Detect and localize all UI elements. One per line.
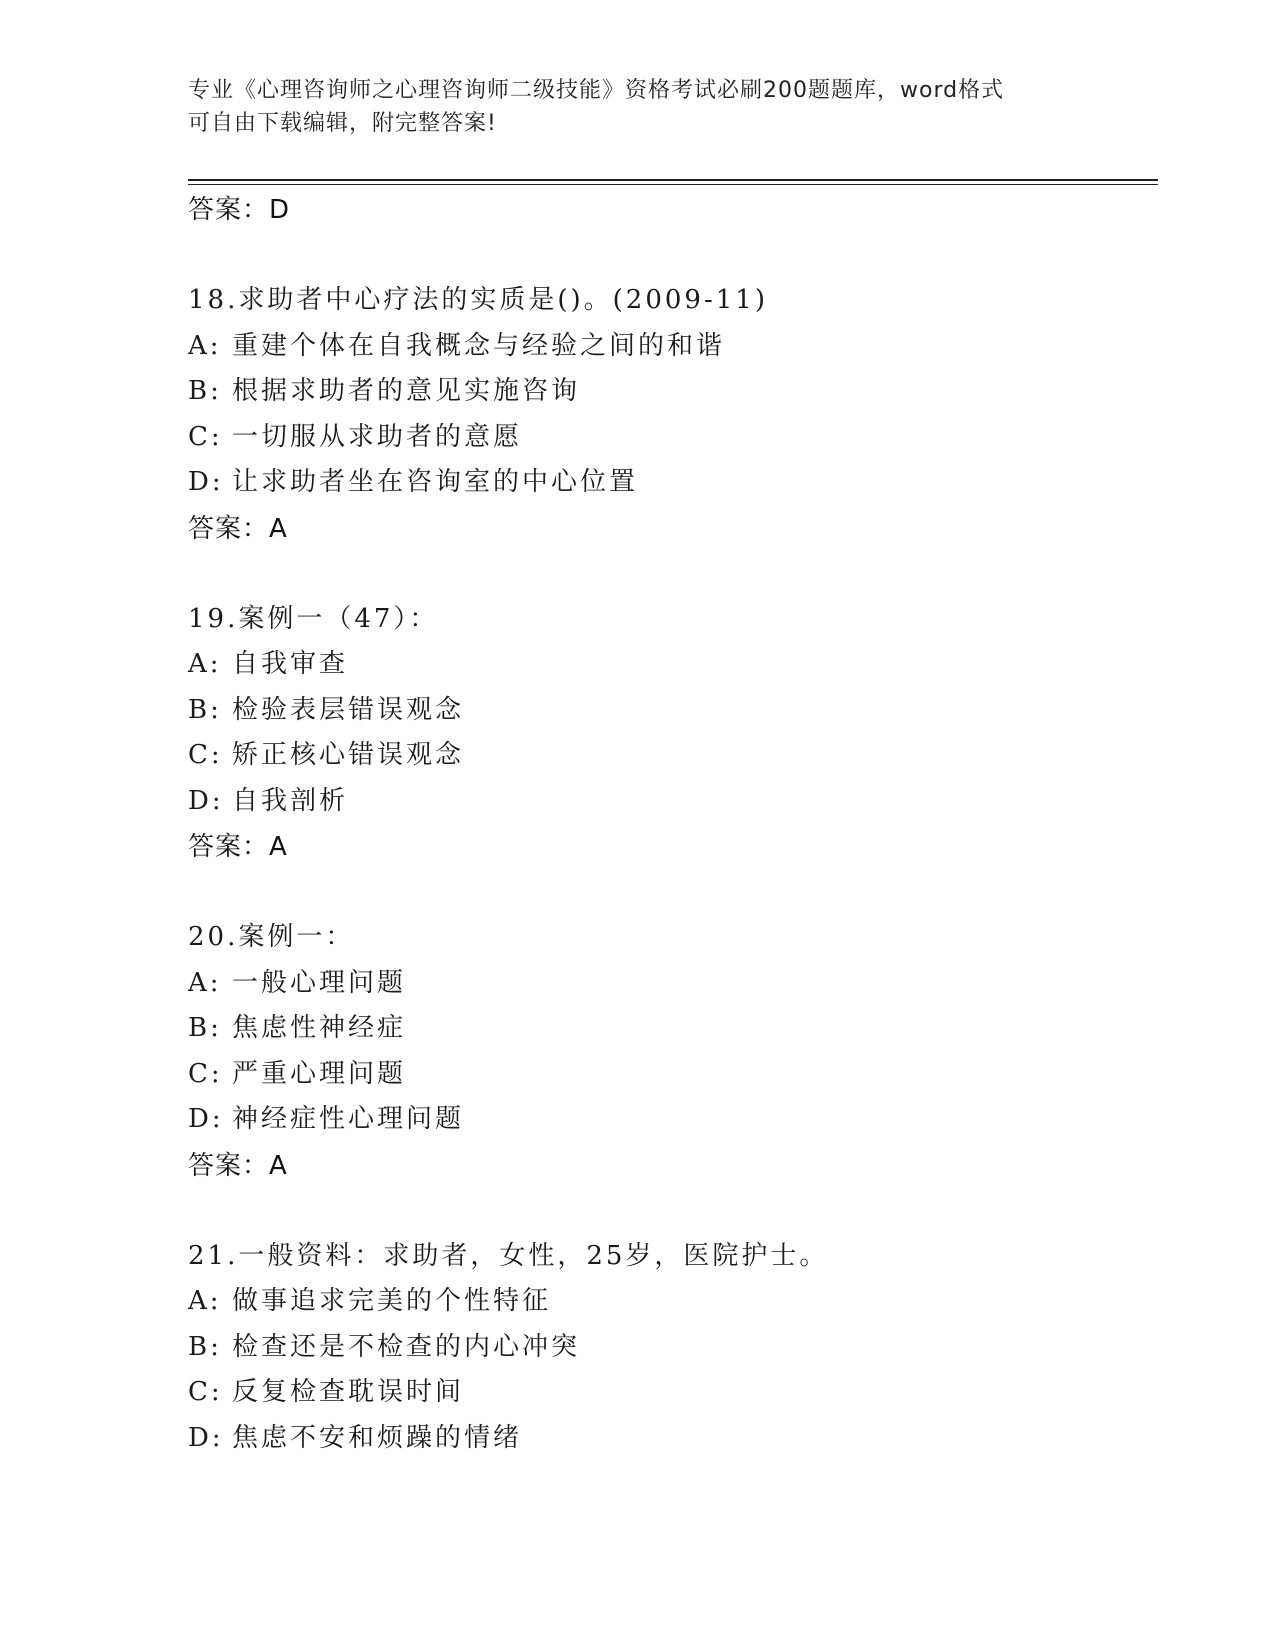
- option-text: 检验表层错误观念: [232, 694, 465, 725]
- option-text: 焦虑性神经症: [232, 1013, 407, 1043]
- option-a: [188, 642, 1148, 688]
- answer-line: 答案：D: [188, 195, 291, 225]
- answer-line: 答案：A: [188, 832, 288, 862]
- option-a: [188, 324, 1148, 370]
- option-key: C:: [188, 1377, 223, 1407]
- question-block: [188, 915, 1148, 1189]
- question-block: [188, 1234, 1148, 1462]
- option-key: A:: [188, 649, 222, 679]
- option-key: A:: [188, 967, 222, 998]
- option-text: 严重心理问题: [232, 1058, 407, 1089]
- option-key: B:: [188, 1331, 222, 1362]
- option-key: C:: [188, 1058, 223, 1089]
- header-title-line-2: 可自由下载编辑，附完整答案!: [188, 111, 497, 136]
- option-text: 做事追求完美的个性特征: [232, 1286, 552, 1316]
- question-block: [188, 278, 1148, 552]
- option-c: [188, 1370, 1148, 1416]
- option-c: [188, 733, 1148, 779]
- option-key: A:: [188, 1286, 222, 1316]
- option-b: [188, 1006, 1148, 1052]
- document-header: [188, 74, 1068, 140]
- question-stem: 20.案例一：: [188, 922, 355, 952]
- option-key: A:: [188, 330, 222, 361]
- option-b: [188, 688, 1148, 734]
- document-body: [188, 187, 1148, 1461]
- option-c: [188, 1052, 1148, 1098]
- header-divider: [188, 179, 1158, 185]
- option-text: 一切服从求助者的意愿: [232, 421, 523, 452]
- option-text: 神经症性心理问题: [232, 1104, 465, 1134]
- option-b: [188, 369, 1148, 415]
- option-text: 让求助者坐在咨询室的中心位置: [232, 467, 639, 497]
- option-b: [188, 1325, 1148, 1371]
- option-key: C:: [188, 740, 223, 770]
- question-stem: 21.一般资料：求助者，女性，25岁，医院护士。: [188, 1240, 829, 1271]
- option-d: [188, 779, 1148, 825]
- option-key: B:: [188, 376, 222, 406]
- option-text: 自我剖析: [232, 785, 349, 816]
- option-d: [188, 1097, 1148, 1143]
- option-key: D:: [188, 467, 224, 497]
- option-key: D:: [188, 1104, 224, 1134]
- answer-line: 答案：A: [188, 1150, 288, 1181]
- question-stem: 19.案例一（47）：: [188, 603, 439, 634]
- option-d: [188, 460, 1148, 506]
- question-stem: 18.求助者中心疗法的实质是()。(2009-11): [188, 285, 768, 315]
- option-key: D:: [188, 785, 224, 816]
- option-text: 根据求助者的意见实施咨询: [232, 376, 581, 406]
- option-key: D:: [188, 1422, 224, 1453]
- option-text: 检查还是不检查的内心冲突: [232, 1331, 581, 1362]
- option-key: B:: [188, 694, 222, 725]
- option-d: [188, 1416, 1148, 1462]
- question-block: [188, 597, 1148, 871]
- option-text: 焦虑不安和烦躁的情绪: [232, 1422, 523, 1453]
- option-text: 自我审查: [232, 649, 349, 679]
- option-key: B:: [188, 1013, 222, 1043]
- option-a: [188, 1279, 1148, 1325]
- option-text: 重建个体在自我概念与经验之间的和谐: [232, 330, 726, 361]
- option-key: C:: [188, 421, 223, 452]
- option-c: [188, 415, 1148, 461]
- option-text: 反复检查耽误时间: [232, 1377, 465, 1407]
- header-title-line-1: 专业《心理咨询师之心理咨询师二级技能》资格考试必刷200题题库，word格式: [188, 78, 1005, 103]
- option-text: 一般心理问题: [232, 967, 407, 998]
- option-text: 矫正核心错误观念: [232, 740, 465, 770]
- option-a: [188, 961, 1148, 1007]
- answer-line: 答案：A: [188, 513, 288, 544]
